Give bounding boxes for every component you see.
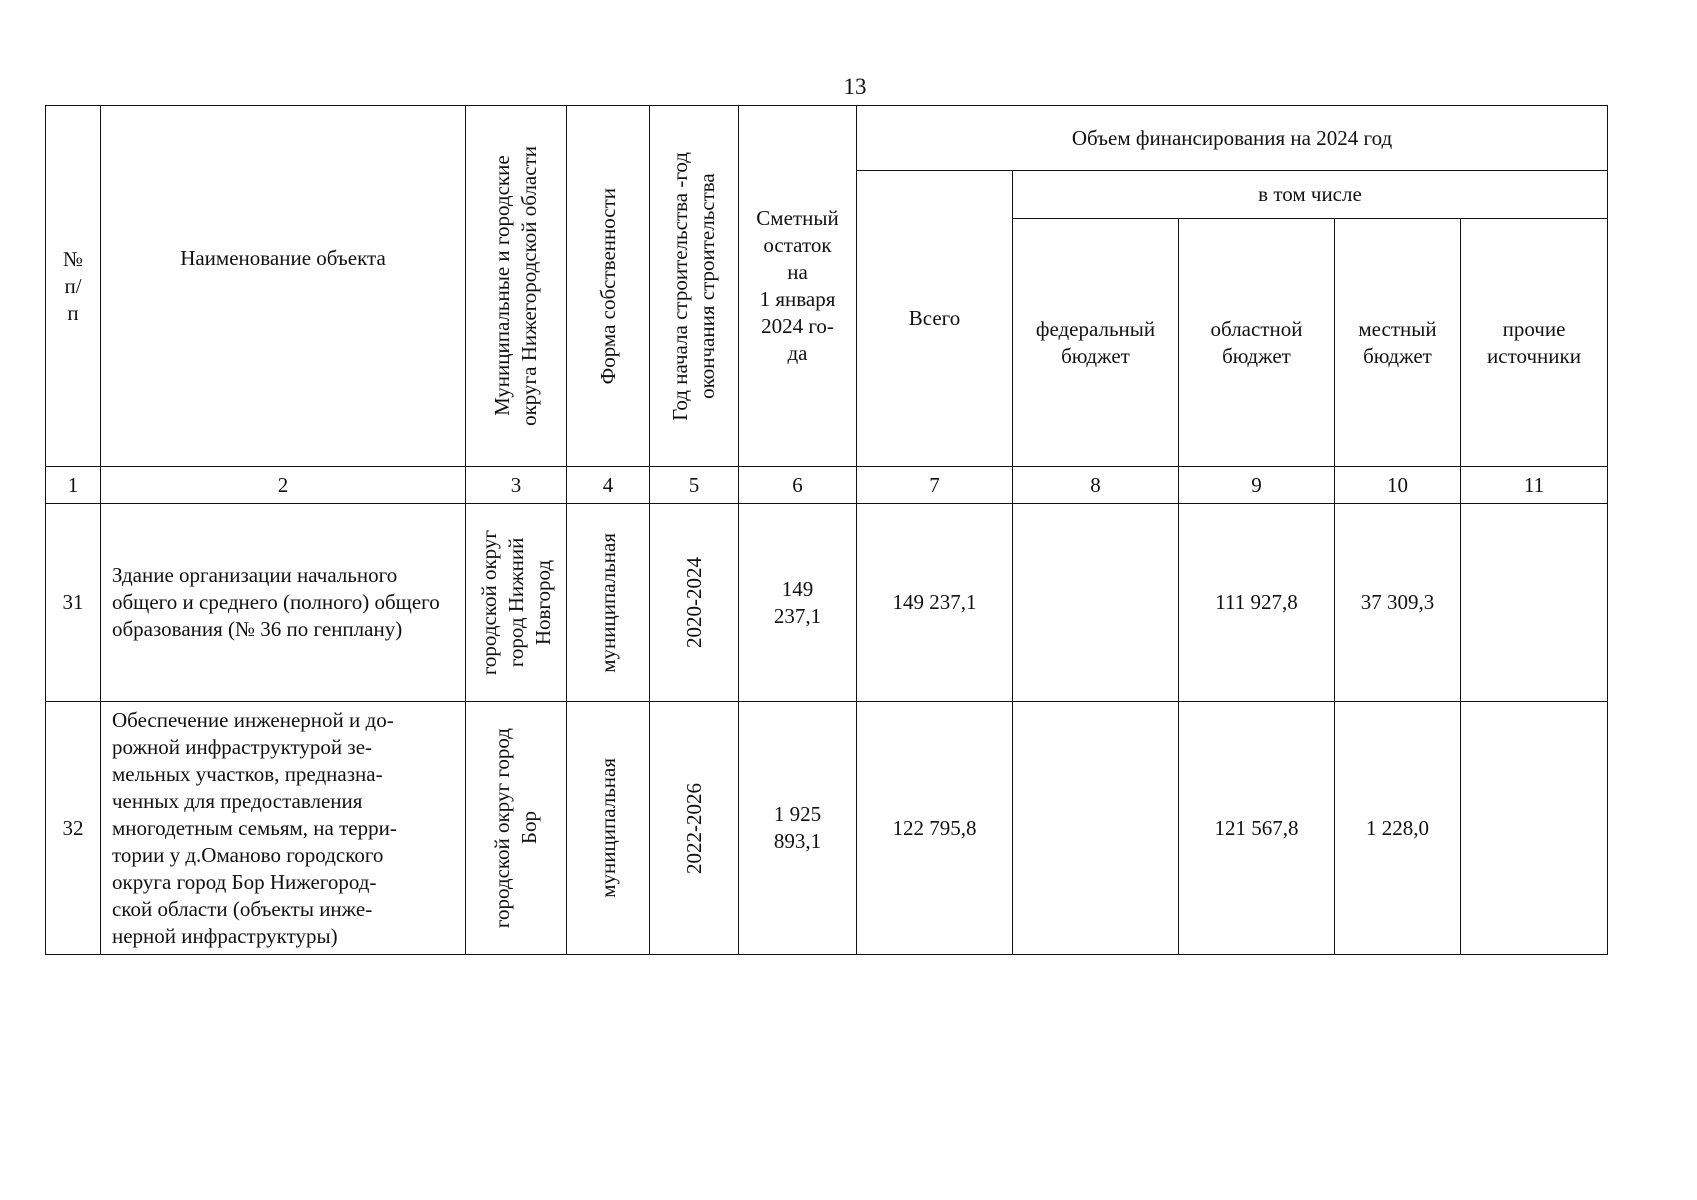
row-years: 2020-2024 — [681, 557, 706, 648]
row-num: 31 — [46, 504, 101, 702]
header-including: в том числе — [1258, 182, 1362, 206]
row-municipality-cell — [466, 702, 567, 955]
column-number: 5 — [650, 467, 739, 504]
header-balance: Сметный остаток на 1 января 2024 го- да — [756, 206, 839, 365]
column-number: 8 — [1013, 467, 1179, 504]
header-total: Всего — [908, 306, 961, 330]
row-municipality-cell — [466, 504, 567, 702]
row-ownership: муниципальная — [595, 758, 620, 898]
header-name-cell — [101, 106, 466, 467]
header-federal-cell — [1013, 219, 1179, 467]
row-balance-cell — [739, 504, 857, 702]
header-federal: федеральный бюджет — [1035, 316, 1156, 368]
header-row-1 — [46, 106, 1608, 171]
header-name: Наименование объекта — [180, 246, 386, 270]
header-local-cell — [1335, 219, 1461, 467]
row-ownership: муниципальная — [595, 532, 620, 673]
row-ownership-cell — [567, 702, 650, 955]
table-row — [46, 504, 1608, 702]
column-number: 1 — [46, 467, 101, 504]
column-number: 6 — [739, 467, 857, 504]
header-num-cell — [46, 106, 101, 467]
header-other-cell — [1461, 219, 1608, 467]
row-municipality: городской округ город Нижний Новгород — [476, 529, 555, 676]
row-years-cell — [650, 504, 739, 702]
row-num: 32 — [46, 702, 101, 955]
row-regional: 111 927,8 — [1179, 504, 1335, 702]
row-total: 122 795,8 — [857, 702, 1013, 955]
header-municipality: Муниципальные и городские округа Нижегородской области — [490, 146, 541, 426]
row-balance: 149 237,1 — [773, 576, 822, 628]
header-local: местный бюджет — [1358, 316, 1437, 368]
row-local: 1 228,0 — [1335, 702, 1461, 955]
row-balance: 1 925 893,1 — [773, 802, 822, 853]
header-municipality-cell — [466, 106, 567, 467]
financing-table — [45, 105, 1608, 955]
column-number: 9 — [1179, 467, 1335, 504]
header-balance-cell — [739, 106, 857, 467]
header-years: Год начала строительства -год окончания строительства — [668, 151, 719, 421]
row-years-cell — [650, 702, 739, 955]
page-number: 13 — [843, 74, 867, 99]
header-other: прочие источники — [1487, 316, 1581, 368]
column-number: 11 — [1461, 467, 1608, 504]
row-municipality: городской округ город Бор — [490, 727, 541, 929]
row-years: 2022-2026 — [681, 782, 706, 874]
header-ownership: Форма собственности — [595, 187, 620, 385]
row-federal — [1013, 702, 1179, 955]
row-name: Обеспечение инженерной и до- рожной инфраструктурой зе- мельных участков, предназна- ченных для предоставления многодетным семьям, на терри- тории у д.Оманово городского округа город Бор Нижегород- ской области (объекты инже- нерной инфраструктуры) — [112, 707, 397, 948]
row-name: Здание организации начального общего и среднего (полного) общего образования (№ 36 по генплану) — [112, 563, 440, 641]
column-number: 10 — [1335, 467, 1461, 504]
header-including-cell — [1013, 171, 1608, 219]
row-other — [1461, 504, 1608, 702]
row-regional: 121 567,8 — [1179, 702, 1335, 955]
row-name-cell — [101, 702, 466, 955]
row-local: 37 309,3 — [1335, 504, 1461, 702]
header-ownership-cell — [567, 106, 650, 467]
column-number: 7 — [857, 467, 1013, 504]
row-other — [1461, 702, 1608, 955]
header-regional: областной бюджет — [1210, 316, 1303, 368]
row-ownership-cell — [567, 504, 650, 702]
column-number: 2 — [101, 467, 466, 504]
row-name-cell — [101, 504, 466, 702]
table-row — [46, 702, 1608, 955]
header-num: № п/ п — [62, 246, 84, 325]
row-federal — [1013, 504, 1179, 702]
header-years-cell — [650, 106, 739, 467]
header-funding: Объем финансирования на 2024 год — [1071, 125, 1393, 150]
column-number-row — [46, 467, 1608, 504]
header-funding-cell — [857, 106, 1608, 171]
row-balance-cell — [739, 702, 857, 955]
row-total: 149 237,1 — [857, 504, 1013, 702]
header-total-cell — [857, 171, 1013, 467]
column-number: 4 — [567, 467, 650, 504]
header-regional-cell — [1179, 219, 1335, 467]
column-number: 3 — [466, 467, 567, 504]
